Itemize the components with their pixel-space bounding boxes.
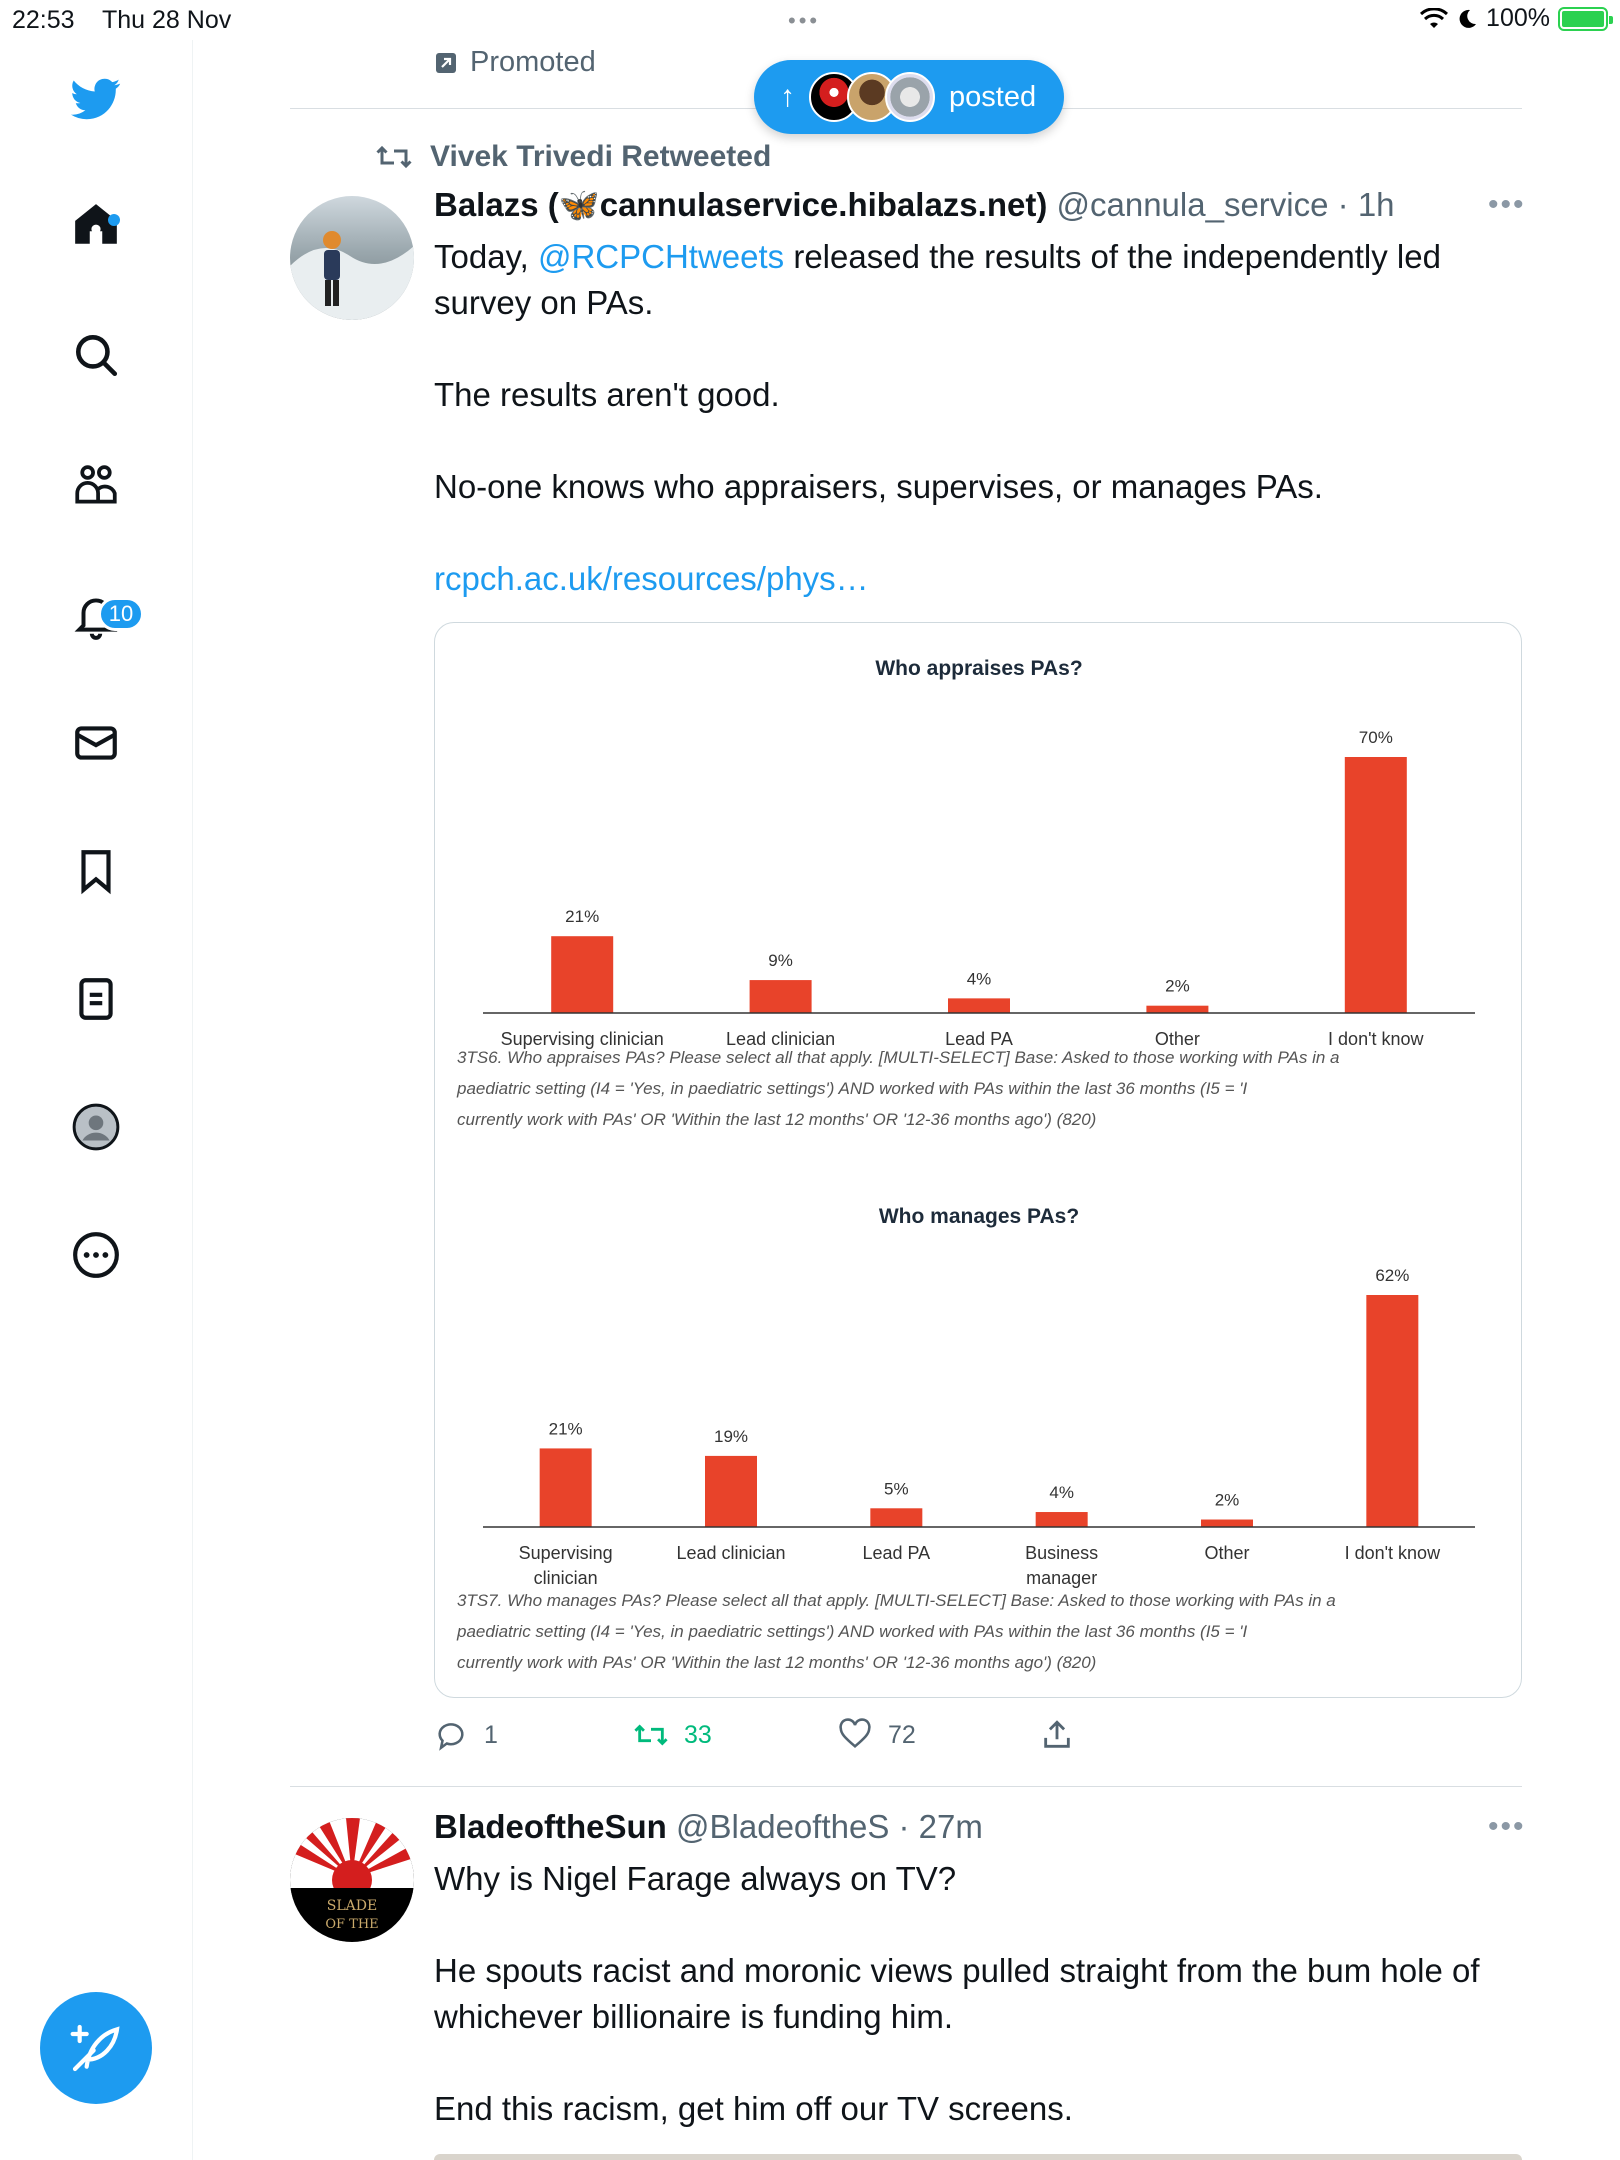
tweet-more-icon[interactable]: ••• <box>1488 188 1526 221</box>
category-tick-label: Supervising <box>518 1543 613 1563</box>
retweet-icon <box>376 142 412 172</box>
like-button[interactable] <box>838 1718 916 1752</box>
chart-image-card[interactable] <box>434 622 1522 1698</box>
bar-value-label: 19% <box>713 1426 749 1446</box>
article-link[interactable]: rcpch.ac.uk/resources/phys… <box>434 560 869 597</box>
chart-bar <box>705 1456 757 1527</box>
svg-text:SLADE: SLADE <box>326 1898 378 1914</box>
wifi-icon <box>1420 8 1448 30</box>
tweet-header <box>434 186 1395 225</box>
chart-bar <box>551 936 613 1013</box>
bar-value-label: 5% <box>884 1479 909 1499</box>
bookmarks-icon[interactable] <box>69 844 123 898</box>
twitter-logo-icon[interactable] <box>69 72 123 126</box>
divider <box>290 1786 1522 1787</box>
status-date: Thu 28 Nov <box>102 6 232 34</box>
display-name[interactable]: BladeoftheSun <box>434 1808 667 1845</box>
category-tick-label: Other <box>1154 1029 1200 1049</box>
category-tick-label: Other <box>1204 1543 1250 1563</box>
status-bar <box>0 0 1620 40</box>
chart-bar <box>1366 1295 1418 1527</box>
reply-icon <box>434 1718 468 1752</box>
search-icon[interactable] <box>69 328 123 382</box>
more-options-icon[interactable] <box>69 1228 123 1282</box>
svg-text:OF THE: OF THE <box>325 1917 379 1932</box>
multitasking-dots-icon[interactable]: ••• <box>788 8 821 33</box>
chart-bar <box>1201 1520 1253 1527</box>
avatar-photo <box>290 196 414 320</box>
retweet-button[interactable] <box>634 1718 712 1752</box>
bar-value-label: 4% <box>966 969 992 989</box>
tweet-body <box>434 234 1524 602</box>
category-tick-label: Lead clinician <box>676 1543 786 1563</box>
new-post-avatars <box>809 72 935 122</box>
category-tick-label: manager <box>1026 1568 1098 1588</box>
category-tick-label: I don't know <box>1328 1029 1424 1049</box>
new-posts-pill[interactable] <box>754 60 1064 134</box>
chart-footnote-line: paediatric setting (I4 = 'Yes, in paediatric settings') AND worked with PAs within the last 36 months (I5 = 'I <box>457 1079 1248 1098</box>
messages-mail-icon[interactable] <box>69 716 123 770</box>
tweet-more-icon[interactable]: ••• <box>1488 1810 1526 1843</box>
tweet-paragraph: The results aren't good. <box>434 376 780 413</box>
timestamp[interactable]: · 1h <box>1337 186 1395 223</box>
avatar[interactable] <box>290 1818 414 1942</box>
bar-value-label: 2% <box>1165 976 1190 996</box>
promoted-text: Promoted <box>470 46 596 78</box>
tweet-paragraph: He spouts racist and moronic views pulled straight from the bum hole of whichever billionaire is funding him. <box>434 1952 1480 2035</box>
timestamp[interactable]: · 27m <box>898 1808 983 1845</box>
share-button[interactable] <box>1040 1718 1074 1752</box>
chart-footnote-line: paediatric setting (I4 = 'Yes, in paediatric settings') AND worked with PAs within the last 36 months (I5 = 'I <box>457 1622 1248 1641</box>
category-tick-label: Lead clinician <box>726 1029 836 1049</box>
category-tick-label: Business <box>1025 1543 1099 1563</box>
text-segment: released the results of the independently led survey on PAs. <box>434 238 1441 321</box>
media-preview-edge <box>434 2154 1522 2160</box>
chart-title: Who appraises PAs? <box>875 657 1083 680</box>
tweet-paragraph <box>434 234 1524 326</box>
retweet-icon <box>634 1718 668 1752</box>
sidebar <box>0 40 193 2160</box>
mention-link[interactable]: @RCPCHtweets <box>537 238 785 275</box>
tweet-body <box>434 1856 1524 2132</box>
chart-bar <box>750 980 812 1013</box>
chart-footnote-line: currently work with PAs' OR 'Within the last 12 months' OR '12-36 months ago') (820) <box>457 1653 1097 1672</box>
bar-value-label: 70% <box>1358 728 1393 747</box>
retweet-count: 33 <box>684 1720 712 1749</box>
chart-footnote-line: 3TS6. Who appraises PAs? Please select all that apply. [MULTI-SELECT] Base: Asked to those working with PAs in a <box>457 1048 1340 1067</box>
bar-value-label: 21% <box>565 907 600 927</box>
avatar <box>885 72 935 122</box>
bar-value-label: 62% <box>1375 1266 1410 1285</box>
promoted-label <box>434 46 596 79</box>
display-name[interactable]: Balazs (🦋cannulaservice.hibalazs.net) <box>434 186 1048 223</box>
reply-count: 1 <box>484 1720 498 1749</box>
bar-value-label: 2% <box>1214 1490 1240 1510</box>
category-tick-label: clinician <box>533 1568 598 1588</box>
category-tick-label: I don't know <box>1344 1543 1441 1563</box>
retweeted-by-text: Vivek Trivedi Retweeted <box>430 140 772 173</box>
battery-percent: 100% <box>1486 4 1550 32</box>
avatar-rising-sun <box>290 1818 414 1942</box>
handle[interactable]: @cannula_service <box>1056 186 1329 223</box>
lists-icon[interactable] <box>69 972 123 1026</box>
tweet-header <box>434 1808 983 1846</box>
retweeted-by-row[interactable] <box>376 140 771 174</box>
communities-icon[interactable] <box>69 458 123 512</box>
avatar[interactable] <box>290 196 414 320</box>
handle[interactable]: @BladeoftheS <box>676 1808 890 1845</box>
like-count: 72 <box>888 1720 916 1749</box>
status-time: 22:53 <box>12 6 75 34</box>
moon-icon <box>1456 8 1478 30</box>
bar-value-label: 21% <box>548 1419 583 1439</box>
tweet-paragraph: Why is Nigel Farage always on TV? <box>434 1860 957 1897</box>
survey-charts <box>435 623 1522 1698</box>
tweet-paragraph: No-one knows who appraisers, supervises, or manages PAs. <box>434 468 1323 505</box>
arrow-up-icon: ↑ <box>780 80 795 113</box>
category-tick-label: Lead PA <box>862 1543 931 1563</box>
chart-bar <box>948 998 1010 1013</box>
text-segment: Today, <box>434 238 538 275</box>
bar-value-label: 4% <box>1049 1483 1074 1503</box>
chart-bar <box>1146 1006 1208 1013</box>
reply-button[interactable] <box>434 1718 498 1752</box>
chart-footnote-line: currently work with PAs' OR 'Within the last 12 months' OR '12-36 months ago') (820) <box>457 1110 1097 1129</box>
chart-title: Who manages PAs? <box>878 1205 1080 1228</box>
promoted-arrow-icon <box>434 51 458 75</box>
chart-bar <box>1036 1512 1088 1527</box>
status-indicators <box>1420 4 1608 33</box>
share-icon <box>1040 1718 1074 1752</box>
tweet-actions <box>434 1718 1434 1758</box>
chart-bar <box>870 1508 922 1527</box>
chart-footnote-line: 3TS7. Who manages PAs? Please select all that apply. [MULTI-SELECT] Base: Asked to those working with PAs in a <box>457 1591 1336 1610</box>
battery-icon <box>1558 7 1608 31</box>
profile-avatar-icon[interactable] <box>69 1100 123 1154</box>
tweet-paragraph: End this racism, get him off our TV screens. <box>434 2090 1073 2127</box>
home-unread-dot <box>108 214 120 226</box>
chart-bar <box>540 1448 592 1527</box>
compose-feather-icon <box>68 2020 124 2076</box>
heart-icon <box>838 1718 872 1752</box>
category-tick-label: Lead PA <box>945 1029 1013 1049</box>
category-tick-label: Supervising clinician <box>500 1029 664 1049</box>
bar-value-label: 9% <box>768 951 793 971</box>
new-posts-label: posted <box>949 80 1037 113</box>
notifications-badge: 10 <box>98 597 144 631</box>
chart-bar <box>1345 757 1407 1013</box>
compose-tweet-button[interactable] <box>40 1992 152 2104</box>
